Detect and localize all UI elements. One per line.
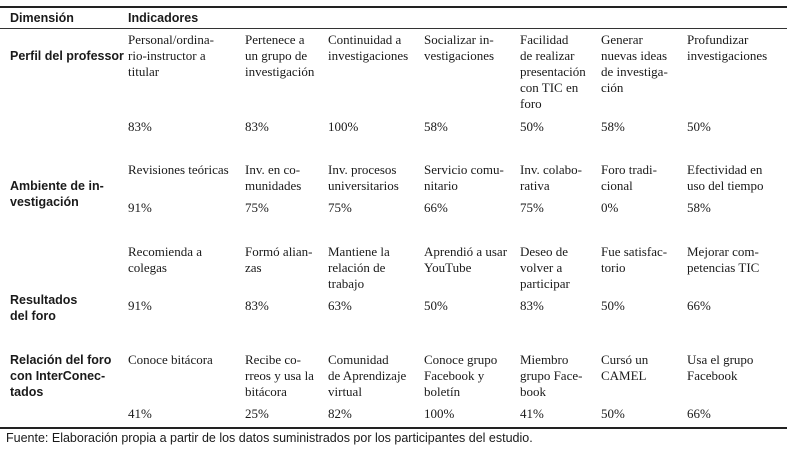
bottom-rule [0,427,787,429]
indicator-text: Efectividad en [687,162,763,177]
indicator-text: Cursó un [601,352,649,367]
indicator-text: Socializar in- [424,32,494,47]
header-indicators: Indicadores [128,11,199,25]
source-note: Fuente: Elaboración propia a partir de los datos suministrados por los participantes del estudio. [6,431,533,445]
indicator-text: trabajo [328,276,365,291]
indicator-text: Mejorar com- [687,244,759,259]
indicator-value: 0% [601,200,619,215]
indicator-text: foro [520,96,542,111]
indicator-value: 66% [687,298,711,313]
indicator-text: titular [128,64,160,79]
indicator-value: 50% [687,119,711,134]
indicator-text: boletín [424,384,461,399]
indicator-text: un grupo de [245,48,308,63]
indicator-text: Inv. en co- [245,162,301,177]
indicator-value: 83% [520,298,544,313]
indicator-value: 83% [245,119,269,134]
top-rule [0,6,787,8]
indicator-text: rreos y usa la [245,368,314,383]
dimension-label: con InterConec- [10,369,106,383]
indicator-text: zas [245,260,262,275]
indicator-text: Conoce grupo [424,352,498,367]
indicator-text: bitácora [245,384,287,399]
indicator-text: Servicio comu- [424,162,504,177]
indicator-text: rativa [520,178,550,193]
indicator-text: petencias TIC [687,260,760,275]
indicator-text: grupo Face- [520,368,583,383]
indicator-text: nitario [424,178,458,193]
indicator-text: cional [601,178,633,193]
indicator-text: Recomienda a [128,244,202,259]
indicator-text: Continuidad a [328,32,402,47]
indicator-value: 50% [520,119,544,134]
indicator-value: 63% [328,298,352,313]
dimension-label: Ambiente de in- [10,179,104,193]
indicator-text: Aprendió a usar [424,244,508,259]
indicator-text: Generar [601,32,643,47]
indicator-text: Facebook [687,368,738,383]
indicator-text: universitarios [328,178,399,193]
indicator-text: Fue satisfac- [601,244,668,259]
indicator-value: 50% [424,298,448,313]
indicator-text: YouTube [424,260,472,275]
indicator-text: Foro tradi- [601,162,657,177]
indicator-text: CAMEL [601,368,647,383]
indicator-text: Mantiene la [328,244,390,259]
indicator-text: de Aprendizaje [328,368,407,383]
indicator-text: Inv. procesos [328,162,397,177]
indicator-value: 75% [328,200,352,215]
indicator-value: 66% [687,406,711,421]
indicator-text: presentación [520,64,586,79]
indicator-value: 66% [424,200,448,215]
indicator-text: Comunidad [328,352,389,367]
indicator-text: torio [601,260,626,275]
indicator-text: Inv. colabo- [520,162,582,177]
indicator-text: Miembro [520,352,569,367]
indicator-value: 41% [128,406,152,421]
indicator-text: nuevas ideas [601,48,668,63]
indicator-text: Facilidad [520,32,569,47]
indicator-text: Revisiones teóricas [128,162,229,177]
indicator-text: de investiga- [601,64,668,79]
indicator-value: 82% [328,406,352,421]
header-rule [0,28,787,29]
indicator-text: investigación [245,64,315,79]
indicator-value: 58% [424,119,448,134]
indicator-text: colegas [128,260,167,275]
indicator-value: 50% [601,406,625,421]
dimension-label: vestigación [10,195,79,209]
indicator-text: ción [601,80,624,95]
dimension-label: tados [10,385,44,399]
indicator-value: 83% [245,298,269,313]
dimension-label: Perfil del professor [10,49,124,63]
indicator-value: 58% [601,119,625,134]
indicator-value: 100% [424,406,455,421]
indicator-text: Pertenece a [245,32,305,47]
indicator-value: 75% [520,200,544,215]
indicator-text: Conoce bitácora [128,352,213,367]
indicator-text: uso del tiempo [687,178,764,193]
indicator-text: relación de [328,260,386,275]
indicator-text: de realizar [520,48,575,63]
indicator-text: Facebook y [424,368,485,383]
indicator-text: book [520,384,546,399]
indicator-value: 91% [128,298,152,313]
indicator-value: 25% [245,406,269,421]
indicator-text: Usa el grupo [687,352,754,367]
indicator-text: investigaciones [328,48,409,63]
indicator-text: vestigaciones [424,48,495,63]
indicator-text: participar [520,276,570,291]
indicator-text: Deseo de [520,244,569,259]
indicator-value: 83% [128,119,152,134]
indicator-value: 50% [601,298,625,313]
indicator-text: Recibe co- [245,352,301,367]
indicator-text: rio-instructor a [128,48,206,63]
indicator-value: 58% [687,200,711,215]
indicator-text: Personal/ordina- [128,32,214,47]
indicator-text: Formó alian- [245,244,313,259]
dimension-label: del foro [10,309,56,323]
indicator-text: investigaciones [687,48,768,63]
indicator-value: 91% [128,200,152,215]
header-dimension: Dimensión [10,11,74,25]
indicator-value: 41% [520,406,544,421]
indicator-text: volver a [520,260,563,275]
indicator-text: virtual [328,384,362,399]
dimension-label: Resultados [10,293,78,307]
indicator-value: 100% [328,119,359,134]
indicator-value: 75% [245,200,269,215]
dimension-label: Relación del foro [10,353,112,367]
indicator-text: con TIC en [520,80,579,95]
indicator-text: Profundizar [687,32,749,47]
indicator-text: munidades [245,178,302,193]
